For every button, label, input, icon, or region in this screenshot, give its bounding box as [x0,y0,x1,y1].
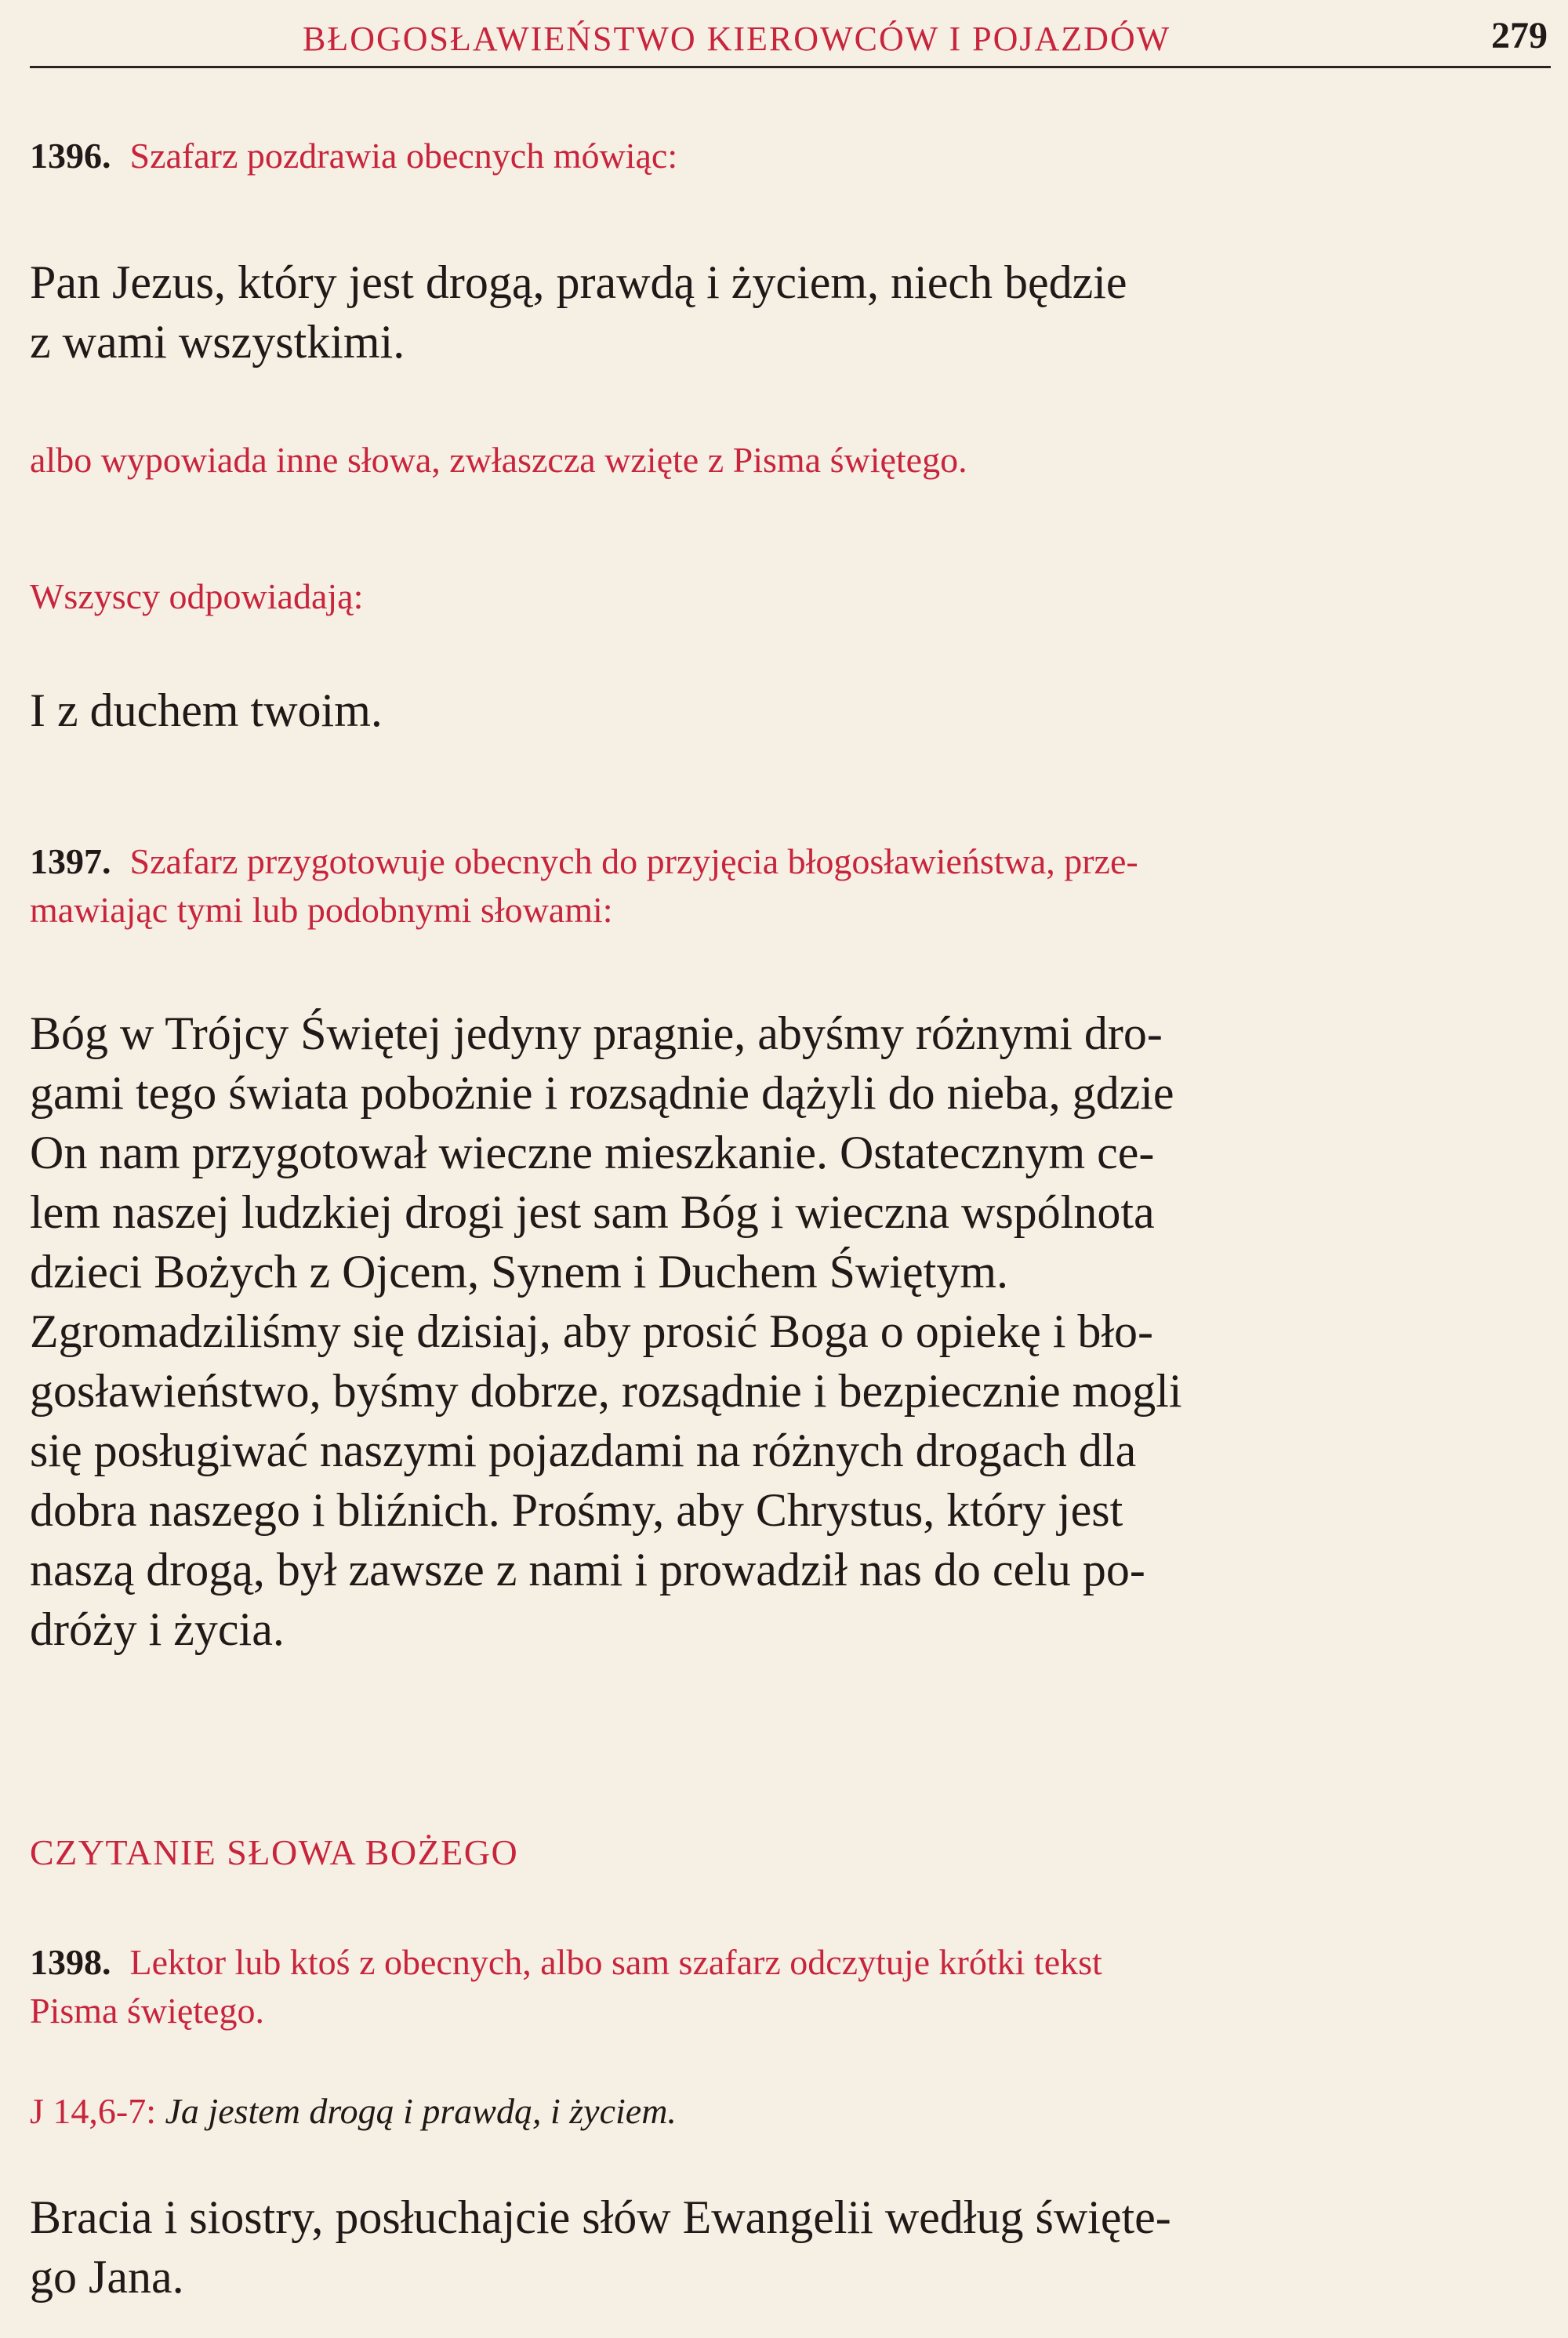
text-line: lem naszej ludzkiej drogi jest sam Bóg i wieczna wspólnota [30,1186,1155,1238]
text-line: naszą drogą, był zawsze z nami i prowadził nas do celu po- [30,1544,1145,1596]
text-line: Pan Jezus, który jest drogą, prawdą i życiem, niech będzie [30,256,1127,308]
paragraph-number: 1396. [30,136,111,176]
text-line: gami tego świata pobożnie i rozsądnie dążyli do nieba, gdzie [30,1067,1174,1119]
paragraph-1396-instruction [30,132,1551,180]
text-line: Bóg w Trójcy Świętej jedyny pragnie, abyśmy różnymi dro- [30,1007,1163,1059]
reading-introduction [30,2187,1551,2307]
text-line: się posługiwać naszymi pojazdami na różnych drogach dla [30,1425,1137,1476]
text-line: On nam przygotował wieczne mieszkanie. Ostatecznym ce- [30,1127,1155,1178]
paragraph-number: 1398. [30,1942,111,1982]
rubric-instruction: Szafarz pozdrawia obecnych mówiąc: [129,136,678,176]
paragraph-number: 1397. [30,841,111,881]
header-title: BŁOGOSŁAWIEŃSTWO KIEROWCÓW I POJAZDÓW [303,20,1171,58]
text-line: Bracia i siostry, posłuchajcie słów Ewangelii według święte- [30,2191,1171,2243]
response-instruction: Wszyscy odpowiadają: [30,576,364,616]
text-line: dróży i życia. [30,1603,285,1655]
reference-citation: J 14,6-7: [30,2091,156,2131]
text-line: z wami wszystkimi. [30,316,405,368]
alt-instruction: albo wypowiada inne słowa, zwłaszcza wzięte z Pisma świętego. [30,440,967,480]
paragraph-1397-instruction [30,837,1551,935]
rubric-instruction-line: Lektor lub ktoś z obecnych, albo sam szafarz odczytuje krótki tekst [129,1942,1102,1982]
scripture-reference [30,2087,1551,2136]
paragraph-1398-instruction [30,1938,1551,2035]
page-number: 279 [1491,15,1548,56]
text-line: dobra naszego i bliźnich. Prośmy, aby Chrystus, który jest [30,1484,1123,1536]
greeting-text [30,252,1551,372]
reference-title: Ja jestem drogą i prawdą, i życiem. [165,2091,677,2131]
text-line: go Jana. [30,2251,184,2303]
response-text: I z duchem twoim. [30,684,383,736]
section-title: CZYTANIE SŁOWA BOŻEGO [30,1832,519,1872]
exhortation-text [30,1004,1551,1659]
running-header [30,8,1551,68]
rubric-instruction-line: mawiając tymi lub podobnymi słowami: [30,890,613,930]
rubric-instruction-line: Szafarz przygotowuje obecnych do przyjęcia błogosławieństwa, prze- [129,841,1138,881]
text-line: gosławieństwo, byśmy dobrze, rozsądnie i bezpiecznie mogli [30,1365,1182,1417]
text-line: dzieci Bożych z Ojcem, Synem i Duchem Świętym. [30,1246,1009,1298]
rubric-instruction-line: Pisma świętego. [30,1991,264,2031]
text-line: Zgromadziliśmy się dzisiaj, aby prosić Boga o opiekę i bło- [30,1305,1154,1357]
